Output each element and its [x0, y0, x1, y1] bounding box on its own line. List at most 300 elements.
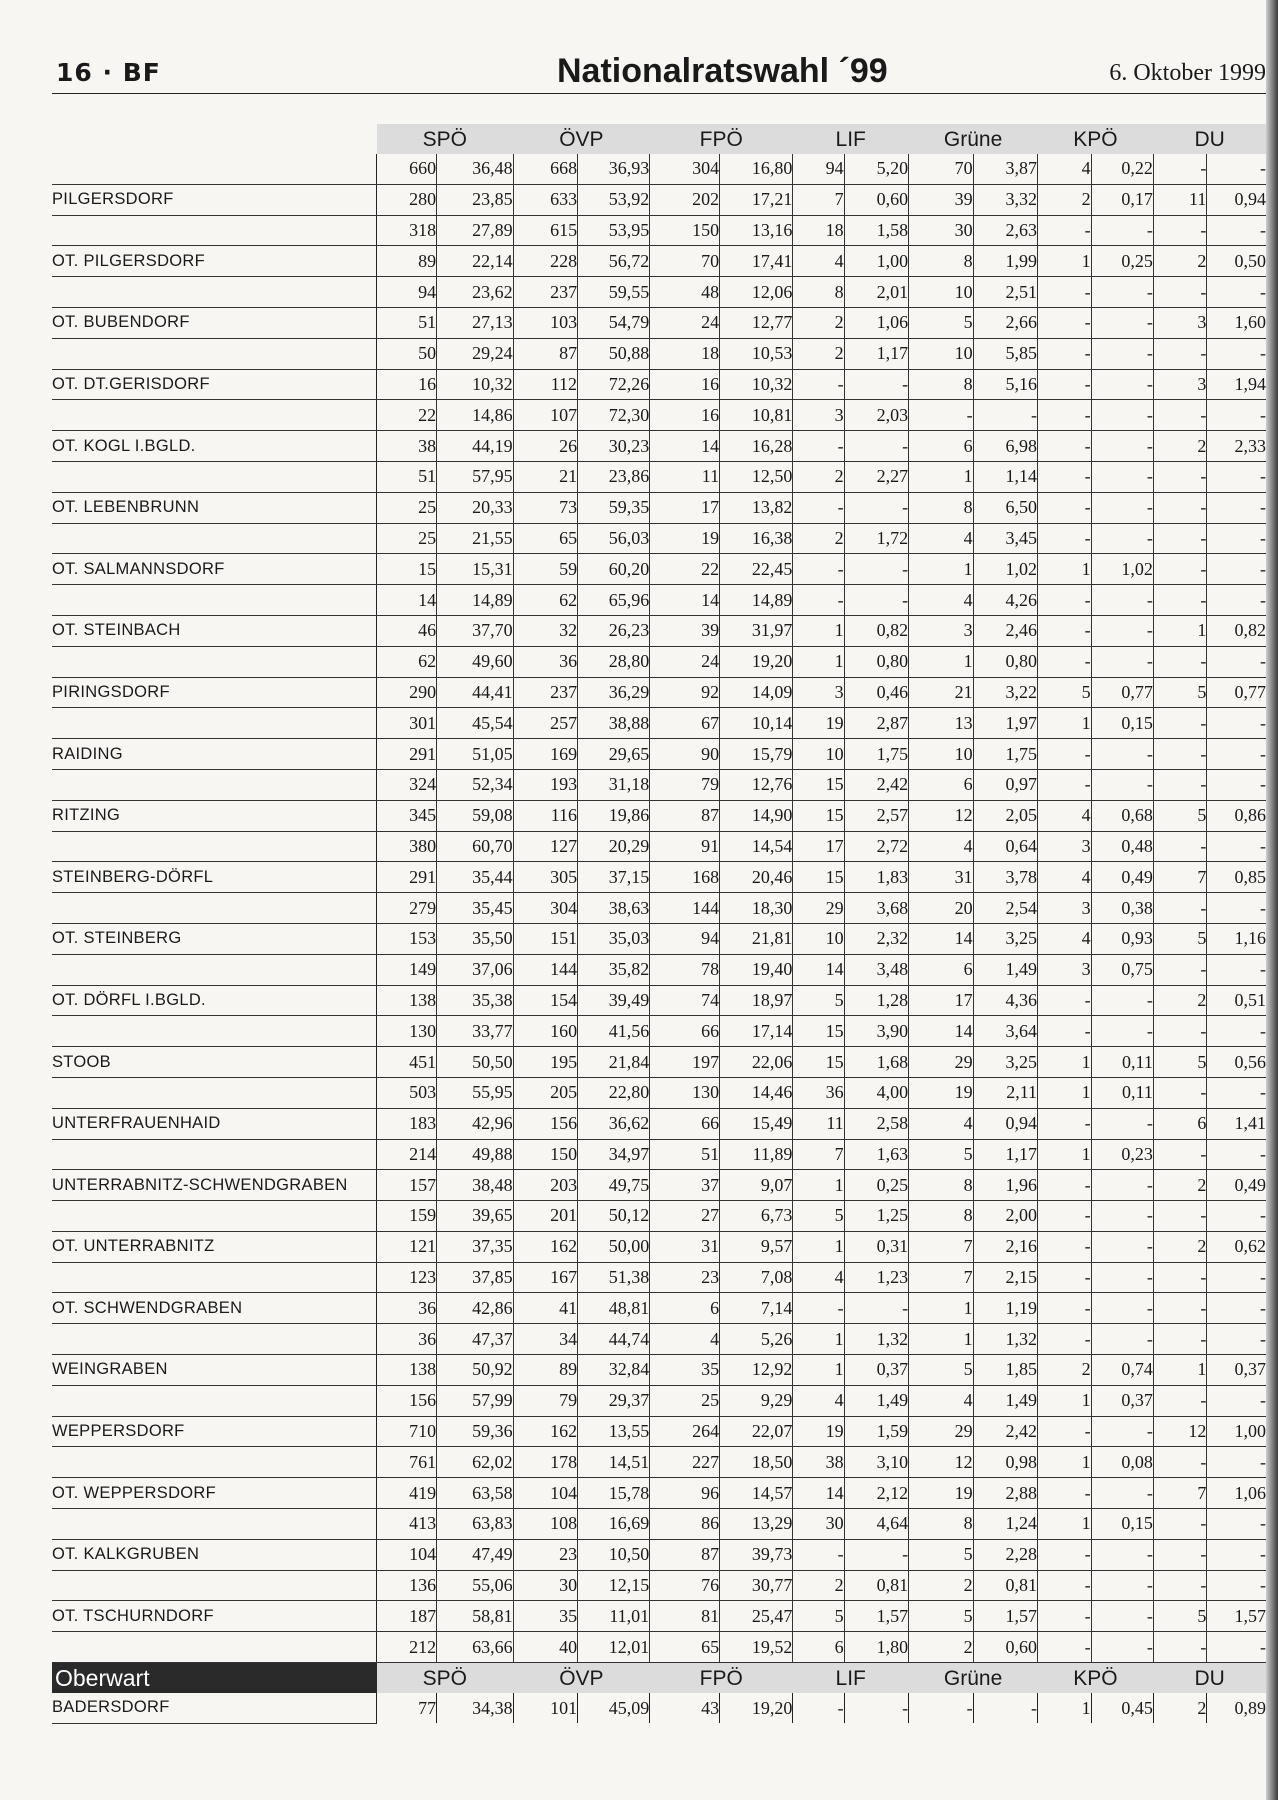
- vote-percent-cell: 0,82: [1207, 615, 1266, 646]
- vote-count-cell: 1: [1038, 1509, 1092, 1540]
- vote-count-cell: -: [1153, 1262, 1207, 1293]
- vote-percent-cell: 38,88: [578, 708, 650, 739]
- section-party-header: DU: [1153, 1663, 1266, 1694]
- vote-count-cell: 14: [909, 1016, 973, 1047]
- vote-percent-cell: 18,30: [720, 893, 793, 924]
- vote-percent-cell: 0,11: [1091, 1077, 1153, 1108]
- vote-count-cell: -: [1038, 1416, 1092, 1447]
- vote-percent-cell: 31,18: [578, 769, 650, 800]
- municipality-name: OT. KOGL I.BGLD.: [52, 431, 377, 462]
- vote-count-cell: 14: [793, 954, 844, 985]
- vote-percent-cell: 12,06: [720, 277, 793, 308]
- vote-count-cell: 3: [1153, 369, 1207, 400]
- vote-count-cell: 4: [1038, 862, 1092, 893]
- vote-count-cell: 73: [513, 492, 577, 523]
- municipality-name: PILGERSDORF: [52, 184, 377, 215]
- vote-percent-cell: 0,48: [1091, 831, 1153, 862]
- vote-count-cell: 91: [650, 831, 720, 862]
- vote-count-cell: 15: [793, 800, 844, 831]
- vote-percent-cell: 0,11: [1091, 1047, 1153, 1078]
- vote-count-cell: -: [1153, 585, 1207, 616]
- table-row: [52, 800, 1266, 831]
- vote-count-cell: 2: [793, 461, 844, 492]
- vote-percent-cell: -: [1091, 1416, 1153, 1447]
- vote-percent-cell: 1,94: [1207, 369, 1266, 400]
- municipality-name: OT. WEPPERSDORF: [52, 1478, 377, 1509]
- table-row: [52, 1601, 1266, 1632]
- vote-count-cell: 89: [377, 246, 437, 277]
- party-header: KPÖ: [1038, 124, 1154, 154]
- vote-count-cell: 87: [650, 800, 720, 831]
- vote-percent-cell: -: [1207, 554, 1266, 585]
- vote-percent-cell: 0,74: [1091, 1355, 1153, 1386]
- vote-count-cell: 1: [793, 1355, 844, 1386]
- vote-count-cell: -: [1038, 1231, 1092, 1262]
- vote-count-cell: 3: [909, 615, 973, 646]
- vote-count-cell: 202: [650, 184, 720, 215]
- vote-count-cell: -: [1038, 492, 1092, 523]
- vote-count-cell: 15: [793, 769, 844, 800]
- vote-count-cell: 81: [650, 1601, 720, 1632]
- vote-percent-cell: 1,16: [1207, 923, 1266, 954]
- vote-percent-cell: 3,25: [973, 923, 1037, 954]
- vote-percent-cell: 0,37: [1207, 1355, 1266, 1386]
- party-header: ÖVP: [513, 124, 650, 154]
- vote-count-cell: 89: [513, 1355, 577, 1386]
- vote-percent-cell: 16,80: [720, 154, 793, 184]
- table-row: [52, 523, 1266, 554]
- vote-percent-cell: 0,77: [1091, 677, 1153, 708]
- vote-percent-cell: -: [1207, 893, 1266, 924]
- vote-percent-cell: 22,80: [578, 1077, 650, 1108]
- vote-percent-cell: 51,05: [437, 739, 514, 770]
- party-header: SPÖ: [377, 124, 514, 154]
- name-header-cell: [52, 124, 377, 154]
- vote-count-cell: 6: [909, 431, 973, 462]
- vote-percent-cell: 22,45: [720, 554, 793, 585]
- vote-count-cell: -: [909, 1693, 973, 1723]
- vote-percent-cell: 60,70: [437, 831, 514, 862]
- vote-count-cell: 150: [650, 215, 720, 246]
- vote-percent-cell: -: [1091, 1170, 1153, 1201]
- vote-count-cell: 419: [377, 1478, 437, 1509]
- vote-percent-cell: 1,59: [844, 1416, 908, 1447]
- vote-percent-cell: 63,83: [437, 1509, 514, 1540]
- table-row: [52, 431, 1266, 462]
- vote-count-cell: -: [1153, 1632, 1207, 1663]
- vote-count-cell: 14: [793, 1478, 844, 1509]
- vote-percent-cell: -: [1207, 1539, 1266, 1570]
- table-row: [52, 954, 1266, 985]
- vote-count-cell: -: [1153, 954, 1207, 985]
- vote-count-cell: 22: [377, 400, 437, 431]
- vote-percent-cell: 57,99: [437, 1385, 514, 1416]
- vote-percent-cell: 25,47: [720, 1601, 793, 1632]
- vote-percent-cell: 19,20: [720, 1693, 793, 1723]
- vote-percent-cell: 7,14: [720, 1293, 793, 1324]
- vote-count-cell: 19: [909, 1478, 973, 1509]
- vote-percent-cell: 44,41: [437, 677, 514, 708]
- table-row: [52, 1201, 1266, 1232]
- vote-count-cell: 4: [909, 585, 973, 616]
- vote-percent-cell: -: [1091, 1478, 1153, 1509]
- vote-count-cell: 615: [513, 215, 577, 246]
- vote-count-cell: 5: [1153, 923, 1207, 954]
- vote-count-cell: 291: [377, 739, 437, 770]
- vote-count-cell: -: [1038, 431, 1092, 462]
- vote-percent-cell: 1,57: [973, 1601, 1037, 1632]
- vote-percent-cell: 3,64: [973, 1016, 1037, 1047]
- vote-count-cell: 31: [909, 862, 973, 893]
- vote-count-cell: 39: [650, 615, 720, 646]
- vote-count-cell: 51: [377, 307, 437, 338]
- table-row: [52, 985, 1266, 1016]
- vote-percent-cell: -: [1091, 1539, 1153, 1570]
- vote-percent-cell: 13,82: [720, 492, 793, 523]
- vote-percent-cell: -: [1207, 708, 1266, 739]
- vote-percent-cell: 14,51: [578, 1447, 650, 1478]
- vote-count-cell: -: [1153, 400, 1207, 431]
- vote-percent-cell: 72,26: [578, 369, 650, 400]
- vote-percent-cell: 5,26: [720, 1324, 793, 1355]
- vote-count-cell: 214: [377, 1139, 437, 1170]
- vote-count-cell: -: [1153, 1201, 1207, 1232]
- vote-count-cell: -: [1038, 646, 1092, 677]
- vote-count-cell: 6: [650, 1293, 720, 1324]
- table-row: [52, 1016, 1266, 1047]
- vote-percent-cell: 20,33: [437, 492, 514, 523]
- vote-percent-cell: 0,17: [1091, 184, 1153, 215]
- vote-percent-cell: 0,45: [1091, 1693, 1153, 1723]
- vote-count-cell: -: [1038, 739, 1092, 770]
- vote-percent-cell: 2,63: [973, 215, 1037, 246]
- vote-percent-cell: -: [1207, 831, 1266, 862]
- vote-percent-cell: 0,56: [1207, 1047, 1266, 1078]
- vote-count-cell: 3: [793, 677, 844, 708]
- vote-percent-cell: -: [1091, 615, 1153, 646]
- vote-percent-cell: 35,38: [437, 985, 514, 1016]
- vote-count-cell: -: [1153, 769, 1207, 800]
- vote-count-cell: 144: [650, 893, 720, 924]
- vote-count-cell: 178: [513, 1447, 577, 1478]
- vote-count-cell: -: [1153, 554, 1207, 585]
- section-party-header: KPÖ: [1038, 1663, 1154, 1694]
- vote-count-cell: 30: [793, 1509, 844, 1540]
- vote-percent-cell: 23,62: [437, 277, 514, 308]
- vote-percent-cell: 36,93: [578, 154, 650, 184]
- vote-percent-cell: 48,81: [578, 1293, 650, 1324]
- vote-count-cell: 48: [650, 277, 720, 308]
- vote-percent-cell: 1,00: [1207, 1416, 1266, 1447]
- vote-percent-cell: 0,75: [1091, 954, 1153, 985]
- vote-percent-cell: 1,63: [844, 1139, 908, 1170]
- vote-percent-cell: 33,77: [437, 1016, 514, 1047]
- vote-percent-cell: 14,89: [720, 585, 793, 616]
- vote-percent-cell: -: [1207, 338, 1266, 369]
- municipality-name: [52, 1262, 377, 1293]
- vote-percent-cell: -: [1091, 307, 1153, 338]
- vote-percent-cell: -: [1091, 215, 1153, 246]
- vote-percent-cell: 12,50: [720, 461, 793, 492]
- table-row: [52, 677, 1266, 708]
- vote-percent-cell: 3,90: [844, 1016, 908, 1047]
- vote-count-cell: 11: [650, 461, 720, 492]
- vote-count-cell: 20: [909, 893, 973, 924]
- vote-count-cell: 104: [377, 1539, 437, 1570]
- vote-count-cell: 70: [650, 246, 720, 277]
- vote-count-cell: -: [1153, 893, 1207, 924]
- vote-count-cell: 2: [1038, 184, 1092, 215]
- vote-count-cell: 154: [513, 985, 577, 1016]
- vote-percent-cell: 23,85: [437, 184, 514, 215]
- vote-count-cell: 51: [650, 1139, 720, 1170]
- vote-count-cell: 1: [1153, 1355, 1207, 1386]
- vote-percent-cell: 5,20: [844, 154, 908, 184]
- vote-percent-cell: 0,25: [1091, 246, 1153, 277]
- vote-count-cell: -: [1153, 831, 1207, 862]
- vote-count-cell: 19: [793, 1416, 844, 1447]
- vote-percent-cell: -: [1091, 1016, 1153, 1047]
- vote-count-cell: 94: [793, 154, 844, 184]
- page-title: Nationalratswahl ´99: [557, 52, 888, 90]
- municipality-name: OT. DT.GERISDORF: [52, 369, 377, 400]
- section-header-row: [52, 1663, 1266, 1694]
- vote-count-cell: 8: [793, 277, 844, 308]
- vote-count-cell: -: [1153, 461, 1207, 492]
- vote-percent-cell: 14,89: [437, 585, 514, 616]
- section-body: [52, 1663, 1266, 1724]
- vote-count-cell: 1: [793, 646, 844, 677]
- table-row: [52, 246, 1266, 277]
- vote-percent-cell: 0,77: [1207, 677, 1266, 708]
- vote-percent-cell: 22,07: [720, 1416, 793, 1447]
- vote-percent-cell: -: [1207, 954, 1266, 985]
- vote-count-cell: 162: [513, 1231, 577, 1262]
- vote-count-cell: 138: [377, 985, 437, 1016]
- municipality-name: [52, 1570, 377, 1601]
- vote-count-cell: -: [1153, 1016, 1207, 1047]
- vote-percent-cell: 1,49: [973, 1385, 1037, 1416]
- vote-percent-cell: 1,49: [844, 1385, 908, 1416]
- vote-count-cell: 70: [909, 154, 973, 184]
- vote-percent-cell: 2,51: [973, 277, 1037, 308]
- vote-count-cell: 668: [513, 154, 577, 184]
- vote-count-cell: 156: [513, 1108, 577, 1139]
- vote-count-cell: 1: [1153, 615, 1207, 646]
- table-row: [52, 277, 1266, 308]
- vote-count-cell: -: [1153, 492, 1207, 523]
- vote-percent-cell: 18,50: [720, 1447, 793, 1478]
- table-row: [52, 1693, 1266, 1723]
- vote-count-cell: 130: [650, 1077, 720, 1108]
- vote-percent-cell: 13,16: [720, 215, 793, 246]
- vote-count-cell: 112: [513, 369, 577, 400]
- vote-count-cell: 5: [1153, 677, 1207, 708]
- vote-percent-cell: 1,96: [973, 1170, 1037, 1201]
- vote-count-cell: 21: [513, 461, 577, 492]
- table-row: [52, 615, 1266, 646]
- vote-percent-cell: 0,25: [844, 1170, 908, 1201]
- municipality-name: UNTERFRAUENHAID: [52, 1108, 377, 1139]
- vote-percent-cell: 31,97: [720, 615, 793, 646]
- vote-count-cell: 18: [793, 215, 844, 246]
- vote-count-cell: 32: [513, 615, 577, 646]
- vote-count-cell: 94: [650, 923, 720, 954]
- vote-count-cell: 46: [377, 615, 437, 646]
- vote-count-cell: -: [1038, 277, 1092, 308]
- vote-percent-cell: 63,66: [437, 1632, 514, 1663]
- vote-percent-cell: 10,53: [720, 338, 793, 369]
- vote-count-cell: 3: [1038, 831, 1092, 862]
- vote-percent-cell: 0,31: [844, 1231, 908, 1262]
- vote-count-cell: 197: [650, 1047, 720, 1078]
- vote-count-cell: 17: [650, 492, 720, 523]
- vote-percent-cell: 10,14: [720, 708, 793, 739]
- vote-percent-cell: 1,75: [973, 739, 1037, 770]
- vote-percent-cell: 17,14: [720, 1016, 793, 1047]
- vote-count-cell: -: [1038, 985, 1092, 1016]
- vote-percent-cell: -: [1207, 646, 1266, 677]
- vote-count-cell: 5: [1153, 800, 1207, 831]
- municipality-name: [52, 1509, 377, 1540]
- vote-count-cell: -: [1038, 1016, 1092, 1047]
- municipality-name: [52, 338, 377, 369]
- vote-percent-cell: 1,23: [844, 1262, 908, 1293]
- vote-count-cell: 345: [377, 800, 437, 831]
- vote-percent-cell: 44,19: [437, 431, 514, 462]
- municipality-name: PIRINGSDORF: [52, 677, 377, 708]
- vote-count-cell: 38: [377, 431, 437, 462]
- vote-count-cell: 4: [793, 1385, 844, 1416]
- municipality-name: STOOB: [52, 1047, 377, 1078]
- table-row: [52, 923, 1266, 954]
- vote-count-cell: -: [1038, 338, 1092, 369]
- vote-percent-cell: 29,65: [578, 739, 650, 770]
- vote-percent-cell: 0,60: [844, 184, 908, 215]
- vote-percent-cell: 59,36: [437, 1416, 514, 1447]
- vote-percent-cell: 1,49: [973, 954, 1037, 985]
- municipality-name: OT. DÖRFL I.BGLD.: [52, 985, 377, 1016]
- vote-count-cell: 8: [909, 1170, 973, 1201]
- vote-count-cell: 67: [650, 708, 720, 739]
- vote-count-cell: 1: [1038, 246, 1092, 277]
- municipality-name: [52, 1016, 377, 1047]
- vote-count-cell: 86: [650, 1509, 720, 1540]
- vote-count-cell: 1: [1038, 1385, 1092, 1416]
- vote-percent-cell: -: [1207, 1201, 1266, 1232]
- vote-count-cell: -: [1153, 646, 1207, 677]
- municipality-name: [52, 1385, 377, 1416]
- municipality-name: OT. UNTERRABNITZ: [52, 1231, 377, 1262]
- vote-count-cell: -: [1038, 523, 1092, 554]
- vote-percent-cell: 19,40: [720, 954, 793, 985]
- vote-count-cell: 301: [377, 708, 437, 739]
- vote-count-cell: 153: [377, 923, 437, 954]
- vote-count-cell: 2: [793, 307, 844, 338]
- vote-percent-cell: 0,49: [1207, 1170, 1266, 1201]
- vote-percent-cell: 45,54: [437, 708, 514, 739]
- table-row: [52, 1231, 1266, 1262]
- vote-count-cell: 23: [513, 1539, 577, 1570]
- vote-count-cell: 36: [377, 1293, 437, 1324]
- municipality-name: [52, 954, 377, 985]
- vote-count-cell: 159: [377, 1201, 437, 1232]
- vote-percent-cell: 2,27: [844, 461, 908, 492]
- vote-count-cell: 8: [909, 492, 973, 523]
- vote-count-cell: 74: [650, 985, 720, 1016]
- vote-count-cell: 183: [377, 1108, 437, 1139]
- vote-percent-cell: 26,23: [578, 615, 650, 646]
- vote-percent-cell: -: [844, 431, 908, 462]
- vote-percent-cell: 59,55: [578, 277, 650, 308]
- vote-percent-cell: 2,57: [844, 800, 908, 831]
- vote-count-cell: 257: [513, 708, 577, 739]
- vote-percent-cell: -: [844, 585, 908, 616]
- vote-count-cell: 41: [513, 1293, 577, 1324]
- vote-count-cell: 10: [909, 338, 973, 369]
- vote-count-cell: 5: [909, 1139, 973, 1170]
- vote-count-cell: 1: [909, 646, 973, 677]
- vote-percent-cell: -: [1091, 739, 1153, 770]
- vote-percent-cell: 18,97: [720, 985, 793, 1016]
- vote-count-cell: 710: [377, 1416, 437, 1447]
- table-row: [52, 492, 1266, 523]
- vote-count-cell: 761: [377, 1447, 437, 1478]
- table-row: [52, 1539, 1266, 1570]
- municipality-name: [52, 1077, 377, 1108]
- vote-count-cell: 36: [793, 1077, 844, 1108]
- section-party-header: FPÖ: [650, 1663, 793, 1694]
- vote-count-cell: -: [1038, 1170, 1092, 1201]
- vote-count-cell: 31: [650, 1231, 720, 1262]
- municipality-name: OT. SALMANNSDORF: [52, 554, 377, 585]
- vote-count-cell: 3: [793, 400, 844, 431]
- municipality-name: [52, 831, 377, 862]
- vote-percent-cell: 2,00: [973, 1201, 1037, 1232]
- vote-count-cell: 305: [513, 862, 577, 893]
- vote-count-cell: 4: [650, 1324, 720, 1355]
- vote-percent-cell: 22,14: [437, 246, 514, 277]
- vote-count-cell: 15: [793, 1047, 844, 1078]
- vote-percent-cell: 6,73: [720, 1201, 793, 1232]
- vote-percent-cell: 32,84: [578, 1355, 650, 1386]
- vote-percent-cell: 10,81: [720, 400, 793, 431]
- vote-percent-cell: 2,32: [844, 923, 908, 954]
- vote-count-cell: 92: [650, 677, 720, 708]
- vote-percent-cell: 14,90: [720, 800, 793, 831]
- vote-percent-cell: 50,88: [578, 338, 650, 369]
- vote-percent-cell: 37,06: [437, 954, 514, 985]
- vote-count-cell: -: [793, 1293, 844, 1324]
- table-row: [52, 1293, 1266, 1324]
- vote-count-cell: 12: [909, 1447, 973, 1478]
- vote-count-cell: 78: [650, 954, 720, 985]
- vote-percent-cell: 14,86: [437, 400, 514, 431]
- vote-count-cell: 149: [377, 954, 437, 985]
- vote-count-cell: 130: [377, 1016, 437, 1047]
- vote-count-cell: 193: [513, 769, 577, 800]
- vote-count-cell: 5: [909, 1539, 973, 1570]
- municipality-name: OT. STEINBACH: [52, 615, 377, 646]
- vote-percent-cell: 12,15: [578, 1570, 650, 1601]
- vote-count-cell: 1: [1038, 1693, 1092, 1723]
- vote-percent-cell: 1,85: [973, 1355, 1037, 1386]
- table-row: [52, 1632, 1266, 1663]
- vote-count-cell: 633: [513, 184, 577, 215]
- vote-percent-cell: 0,08: [1091, 1447, 1153, 1478]
- vote-percent-cell: -: [1091, 1570, 1153, 1601]
- vote-percent-cell: 0,97: [973, 769, 1037, 800]
